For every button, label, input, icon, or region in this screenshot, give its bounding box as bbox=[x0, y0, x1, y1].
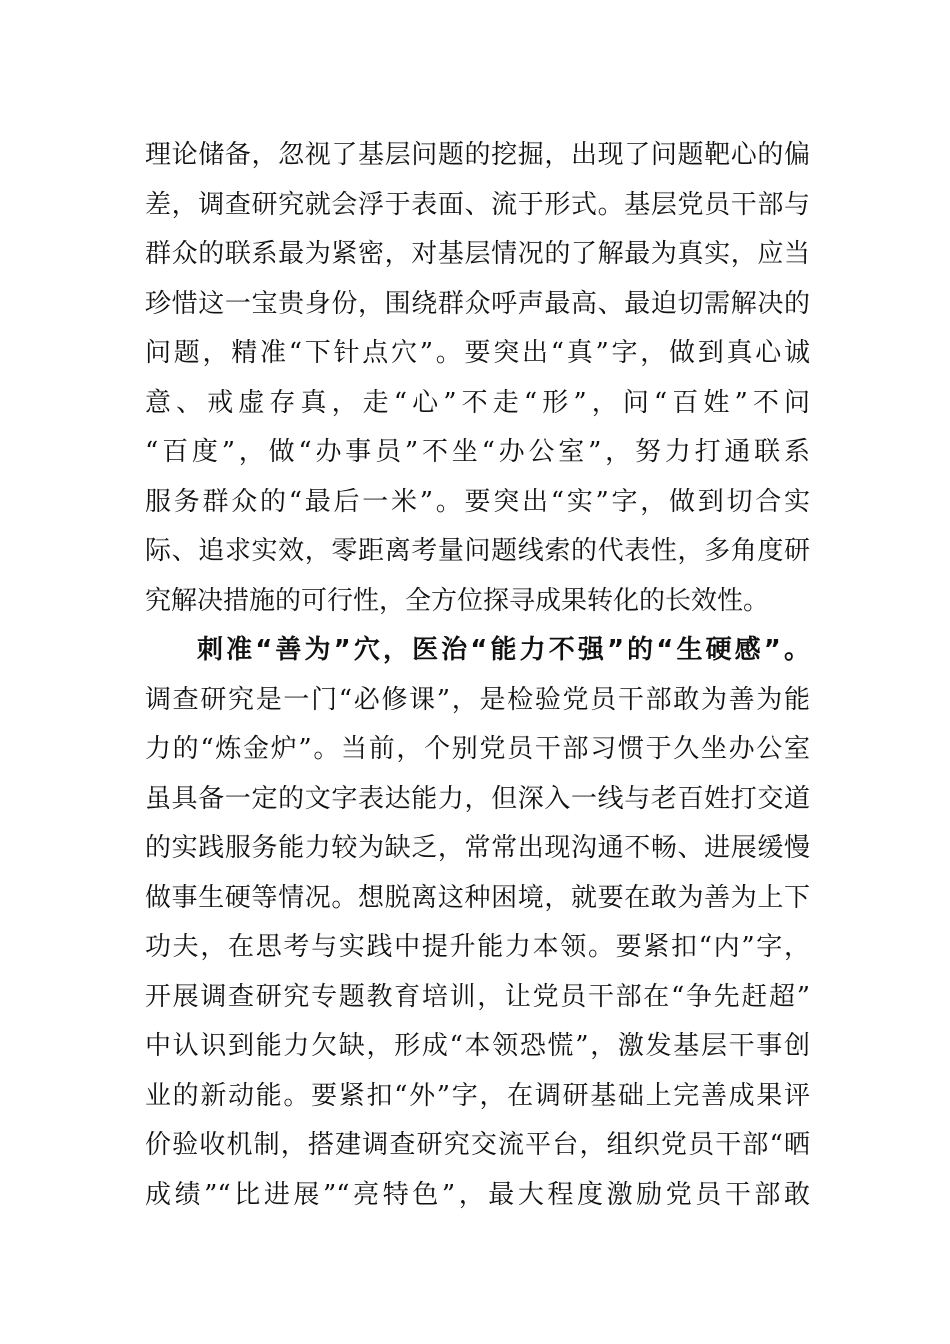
text-line: 力的“炼金炉”。当前，个别党员干部习惯于久坐办公室 bbox=[145, 734, 810, 764]
text-line: 究解决措施的可行性，全方位探寻成果转化的长效性。 bbox=[145, 585, 770, 616]
text-line: 虽具备一定的文字表达能力，但深入一线与老百姓打交道 bbox=[145, 783, 810, 814]
text-line: 差，调查研究就会浮于表面、流于形式。基层党员干部与 bbox=[145, 189, 810, 220]
document-body bbox=[145, 131, 810, 1220]
text-line: “百度”，做“办事员”不坐“办公室”，努力打通联系 bbox=[145, 437, 810, 467]
text-line: 问题，精准“下针点穴”。要突出“真”字，做到真心诚 bbox=[145, 338, 810, 368]
text-line: 珍惜这一宝贵身份，围绕群众呼声最高、最迫切需解决的 bbox=[145, 288, 810, 319]
text-line: 价验收机制，搭建调查研究交流平台，组织党员干部“晒 bbox=[145, 1130, 810, 1160]
text-line: 业的新动能。要紧扣“外”字，在调研基础上完善成果评 bbox=[145, 1080, 810, 1111]
text-line: 中认识到能力欠缺，形成“本领恐慌”，激发基层干事创 bbox=[145, 1031, 810, 1061]
text-line: 意、戒虚存真，走“心”不走“形”，问“百姓”不问 bbox=[145, 387, 810, 418]
text-line: 调查研究是一门“必修课”，是检验党员干部敢为善为能 bbox=[145, 684, 810, 715]
text-line: 开展调查研究专题教育培训，让党员干部在“争先赶超” bbox=[145, 981, 810, 1012]
text-line: 成绩”“比进展”“亮特色”，最大程度激励党员干部敢 bbox=[145, 1179, 810, 1210]
text-line: 群众的联系最为紧密，对基层情况的了解最为真实，应当 bbox=[145, 239, 810, 269]
text-line: 的实践服务能力较为缺乏，常常出现沟通不畅、进展缓慢 bbox=[145, 833, 810, 863]
text-line: 做事生硬等情况。想脱离这种困境，就要在敢为善为上下 bbox=[145, 882, 810, 913]
section-heading: 刺准“善为”穴，医治“能力不强”的“生硬感”。 bbox=[197, 635, 810, 665]
text-line: 功夫，在思考与实践中提升能力本领。要紧扣“内”字， bbox=[145, 932, 810, 962]
text-line: 际、追求实效，零距离考量问题线索的代表性，多角度研 bbox=[145, 536, 810, 566]
text-line: 服务群众的“最后一米”。要突出“实”字，做到切合实 bbox=[145, 486, 810, 517]
text-line: 理论储备，忽视了基层问题的挖掘，出现了问题靶心的偏 bbox=[145, 140, 810, 170]
